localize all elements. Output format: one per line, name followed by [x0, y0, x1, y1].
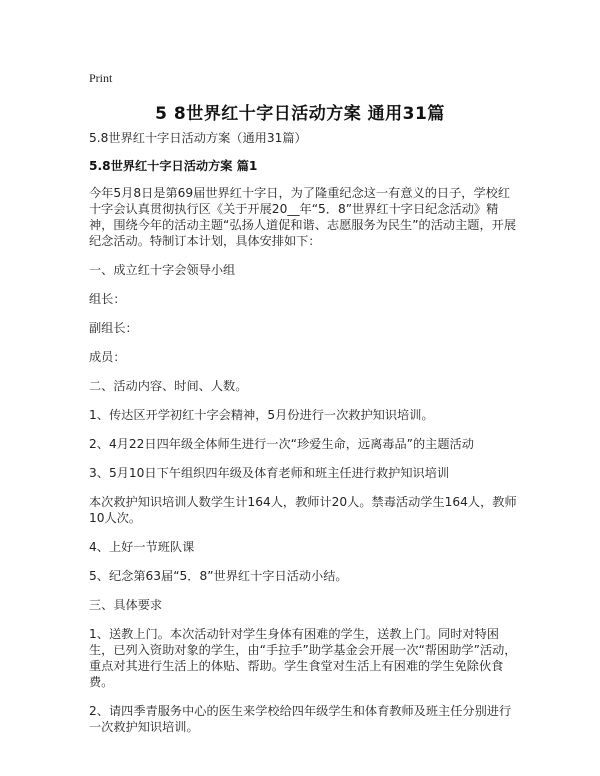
requirement-item-2: 2、请四季青服务中心的医生来学校给四年级学生和体育教师及班主任分别进行一次救护知识培训。 [89, 704, 512, 734]
training-count-paragraph: 本次救护知识培训人数学生计164人，教师计20人。禁毒活动学生164人，教师10人次。 [89, 495, 517, 525]
heading-requirements: 三、具体要求 [89, 598, 163, 612]
activity-item-5: 5、纪念第63届“5．8”世界红十字日活动小结。 [89, 569, 348, 583]
activity-item-3: 3、5月10日下午组织四年级及体育老师和班主任进行救护知识培训 [89, 466, 450, 480]
leader-line: 组长： [89, 292, 126, 306]
section-heading: 5.8世界红十字日活动方案 篇1 [89, 159, 258, 173]
activity-item-4: 4、上好一节班队课 [89, 540, 195, 554]
members-line: 成员： [89, 350, 126, 364]
document-body [89, 130, 521, 747]
deputy-leader-line: 副组长： [89, 321, 138, 335]
document-subtitle: 5.8世界红十字日活动方案（通用31篇） [89, 131, 307, 145]
requirement-item-1: 1、送教上门。本次活动针对学生身体有困难的学生，送教上门。同时对特困生，已列入资助对象的学生，由“手拉手”助学基金会开展一次“帮困助学”活动，重点对其进行生活上的体贴、帮助。学生食堂对生活上有困难的学生免除伙食费。 [89, 627, 517, 689]
page-title: 5 8世界红十字日活动方案 通用31篇 [155, 104, 445, 124]
heading-leadership-group: 一、成立红十字会领导小组 [89, 263, 236, 277]
activity-item-1: 1、传达区开学初红十字会精神，5月份进行一次救护知识培训。 [89, 408, 434, 422]
print-label: Print [89, 71, 113, 85]
intro-paragraph: 今年5月8日是第69届世界红十字日，为了隆重纪念这一有意义的日子，学校红十字会认真贯彻执行区《关于开展20__年“5．8”世界红十字日纪念活动》精神，围绕今年的活动主题“弘扬人道促和谐、志愿服务为民生”的活动主题，开展纪念活动。特制订本计划，具体安排如下： [89, 186, 517, 248]
heading-activities: 二、活动内容、时间、人数。 [89, 379, 248, 393]
activity-item-2: 2、4月22日四年级全体师生进行一次“珍爱生命，远离毒品”的主题活动 [89, 437, 474, 451]
